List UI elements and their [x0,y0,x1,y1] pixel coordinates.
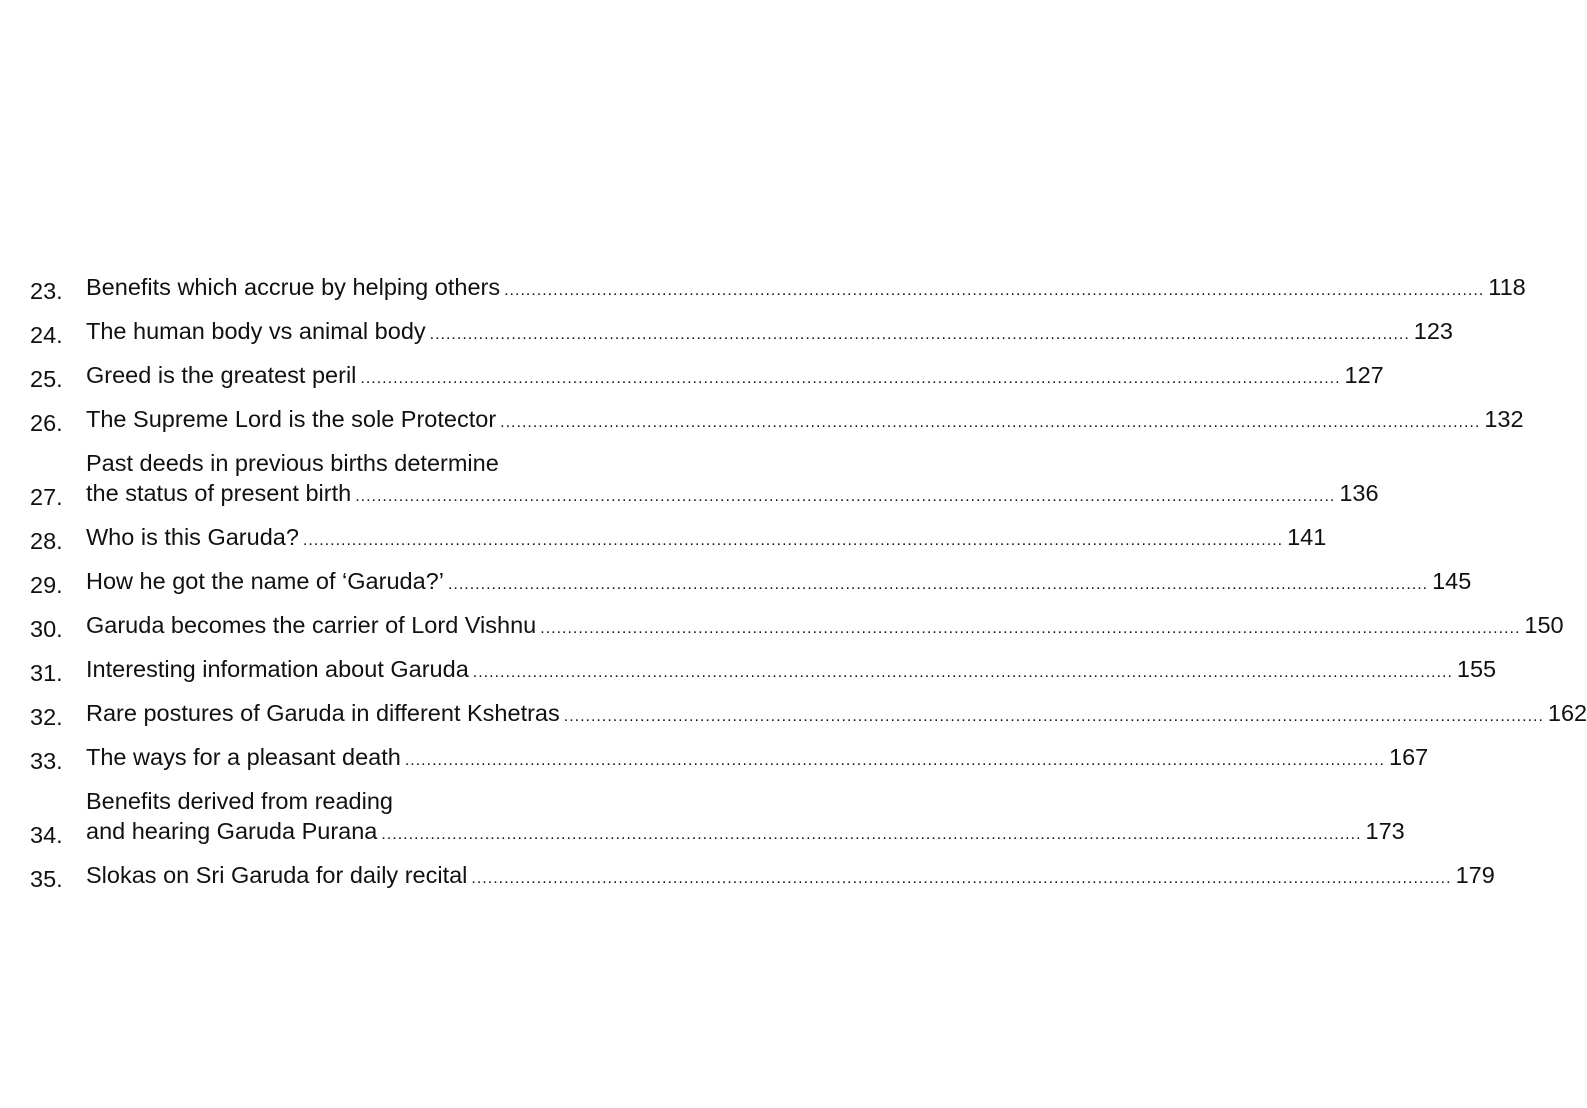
toc-entry-page-number: 118 [1488,274,1526,300]
toc-entry [30,860,1495,894]
toc-entry-number: 25. [30,366,63,392]
dot-leader [381,820,1361,850]
toc-entry-title: Interesting information about Garuda [86,656,469,682]
toc-entry [30,742,1429,776]
dot-leader [303,526,1283,556]
toc-entry-page-number: 132 [1484,406,1524,432]
dot-leader [405,746,1385,776]
toc-entry [30,610,1564,644]
dot-leader [355,482,1335,512]
toc-entry-title: Who is this Garuda? [86,524,299,550]
toc-entry-title: The human body vs animal body [86,318,426,344]
toc-entry [30,654,1497,688]
dot-leader [448,570,1428,600]
toc-entry-page-number: 173 [1365,818,1405,844]
dot-leader [473,658,1453,688]
toc-entry-number: 31. [30,660,63,686]
toc-entry-number: 23. [30,278,63,304]
toc-entry-number: 33. [30,748,63,774]
toc-entry-page-number: 123 [1413,318,1454,344]
toc-entry-page-number: 179 [1455,862,1495,888]
toc-entry [30,316,1454,350]
toc-entry-title: Garuda becomes the carrier of Lord Vishnu [86,612,537,638]
dot-leader [504,276,1484,306]
toc-entry [30,272,1526,306]
dot-leader [430,320,1410,350]
dot-leader [564,702,1544,732]
toc-entry [30,698,1587,732]
toc-entry-number: 27. [30,484,63,510]
toc-entry-page-number: 136 [1339,480,1379,506]
toc-entry [30,522,1327,556]
toc-entry-title-line: Past deeds in previous births determine [86,450,499,476]
toc-entry-number: 34. [30,822,63,848]
toc-entry-title: Benefits which accrue by helping others [86,274,501,300]
dot-leader [471,864,1451,894]
toc-entry-number: 30. [30,616,63,642]
toc-entry-number: 29. [30,572,63,598]
toc-entry-page-number: 141 [1287,524,1327,550]
toc-entry-title: and hearing Garuda Purana [86,818,378,844]
toc-entry [30,404,1524,438]
toc-entry-title: The Supreme Lord is the sole Protector [86,406,497,432]
toc-entry [30,566,1472,600]
dot-leader [540,614,1520,644]
toc-entry-number: 35. [30,866,63,892]
dot-leader [360,364,1340,394]
toc-entry-page-number: 145 [1432,568,1472,594]
table-of-contents [30,272,1587,904]
toc-entry-number: 24. [30,322,63,348]
toc-entry-number: 32. [30,704,63,730]
toc-entry-number: 26. [30,410,63,436]
toc-entry-page-number: 127 [1344,362,1384,388]
toc-entry [30,360,1384,394]
toc-entry [30,786,1405,850]
toc-entry-page-number: 162 [1547,700,1587,726]
dot-leader [500,408,1480,438]
toc-entry-page-number: 155 [1456,656,1497,682]
toc-entry-title: the status of present birth [86,480,352,506]
toc-entry-page-number: 150 [1524,612,1564,638]
toc-entry [30,448,1379,512]
toc-entry-title: Slokas on Sri Garuda for daily recital [86,862,468,888]
toc-entry-title: Rare postures of Garuda in different Kshetras [86,700,560,726]
toc-entry-title: Greed is the greatest peril [86,362,357,388]
toc-entry-page-number: 167 [1389,744,1429,770]
toc-entry-number: 28. [30,528,63,554]
toc-entry-title: How he got the name of ‘Garuda?’ [86,568,444,594]
toc-entry-title-line: Benefits derived from reading [86,788,393,814]
toc-entry-title: The ways for a pleasant death [86,744,401,770]
